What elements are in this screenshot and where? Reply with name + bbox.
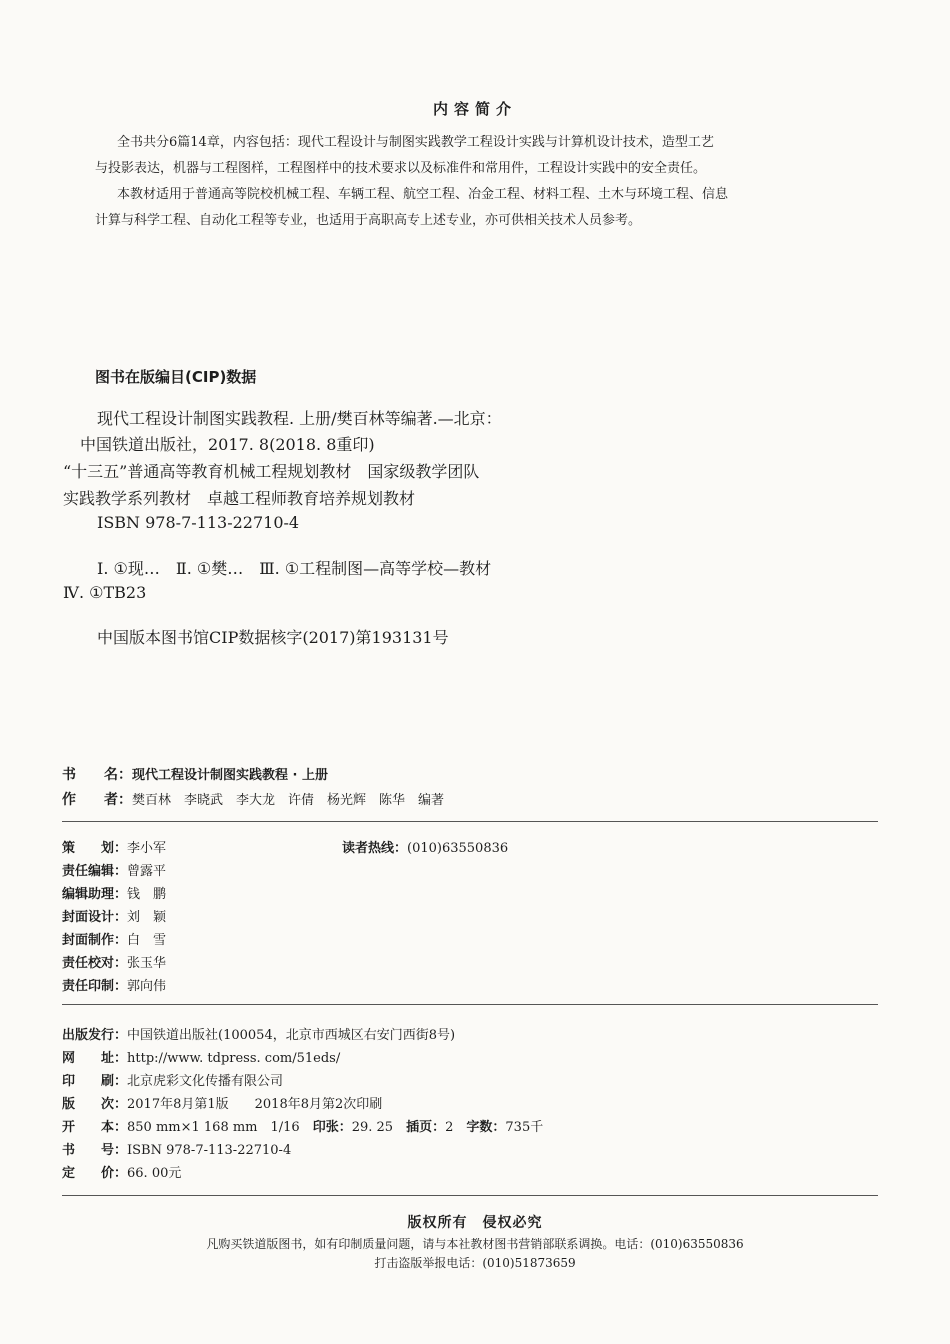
cover-design-label: 封面设计： (62, 910, 128, 925)
cip-classification-2: Ⅳ. ①TB23 (63, 583, 147, 602)
cip-isbn: ISBN 978-7-113-22710-4 (97, 513, 300, 532)
isbn-row (62, 1139, 291, 1158)
cip-heading: 图书在版编目(CIP)数据 (95, 368, 257, 386)
edition-label: 版 次： (62, 1097, 128, 1112)
quality-contact-line: 凡购买铁道版图书，如有印制质量问题，请与本社教材图书营销部联系调换。电话：(010)63550836 (206, 1237, 744, 1251)
print-supervisor-row (62, 975, 166, 994)
editor-label: 责任编辑： (62, 864, 128, 879)
proof-row (62, 952, 166, 971)
hotline-label: 读者热线： (342, 841, 408, 856)
print-supervisor-label: 责任印制： (62, 979, 128, 994)
edition-row (62, 1093, 382, 1112)
printer-row (62, 1070, 283, 1089)
hotline-value: (010)63550836 (407, 841, 509, 856)
cip-line-2: 中国铁道出版社，2017. 8(2018. 8重印) (80, 435, 375, 454)
price-row (62, 1162, 181, 1181)
price-value: 66. 00元 (127, 1166, 182, 1181)
cover-make-row (62, 929, 166, 948)
assistant-row (62, 883, 166, 902)
words-label: 字数： (466, 1120, 506, 1135)
plates-label: 插页： (406, 1120, 446, 1135)
edition-value: 2017年8月第1版 2018年8月第2次印刷 (127, 1097, 383, 1112)
divider-2 (62, 1004, 878, 1005)
sheets-label: 印张： (312, 1120, 352, 1135)
url-row (62, 1047, 340, 1066)
cip-line-1: 现代工程设计制图实践教程. 上册/樊百林等编著.—北京： (97, 409, 502, 428)
print-supervisor-value: 郭向伟 (127, 979, 167, 994)
editor-value: 曾露平 (127, 864, 167, 879)
divider-1 (62, 821, 878, 822)
assistant-value: 钱 鹏 (127, 887, 167, 902)
assistant-label: 编辑助理： (62, 887, 128, 902)
intro-paragraph-1-line-2: 与投影表达，机器与工程图样，工程图样中的技术要求以及标准件和常用件，工程设计实践中的安全责任。 (95, 161, 707, 176)
planner-value: 李小军 (127, 841, 167, 856)
sheets-value: 29. 25 (351, 1120, 407, 1135)
price-label: 定 价： (62, 1166, 128, 1181)
cip-classification-1: Ⅰ. ①现… Ⅱ. ①樊… Ⅲ. ①工程制图—高等学校—教材 (97, 559, 492, 578)
intro-paragraph-1-line-1: 全书共分6篇14章，内容包括：现代工程设计与制图实践教学工程设计实践与计算机设计技术，造型工艺 (117, 135, 714, 150)
publisher-label: 出版发行： (62, 1028, 128, 1043)
hotline-row (342, 837, 508, 856)
book-title-row (62, 764, 328, 784)
intro-title: 内容简介 (432, 100, 517, 118)
cover-make-label: 封面制作： (62, 933, 128, 948)
isbn-value: ISBN 978-7-113-22710-4 (127, 1143, 292, 1158)
planner-label: 策 划： (62, 841, 128, 856)
words-value: 735千 (505, 1120, 544, 1135)
divider-3 (62, 1195, 878, 1196)
url-value: http://www. tdpress. com/51eds/ (127, 1051, 341, 1066)
intro-paragraph-2-line-1: 本教材适用于普通高等院校机械工程、车辆工程、航空工程、冶金工程、材料工程、土木与环境工程、信息 (117, 187, 729, 202)
format-label: 开 本： (62, 1120, 128, 1135)
proof-value: 张玉华 (127, 956, 167, 971)
cip-line-3: “十三五”普通高等教育机械工程规划教材 国家级教学团队 (63, 462, 480, 481)
url-label: 网 址： (62, 1051, 128, 1066)
book-author-value: 樊百林 李晓武 李大龙 许倩 杨光辉 陈华 编著 (132, 793, 445, 808)
cover-design-value: 刘 颖 (127, 910, 167, 925)
planner-row (62, 837, 166, 856)
format-value: 850 mm×1 168 mm 1/16 (127, 1120, 313, 1135)
book-author-label: 作 者： (62, 792, 132, 808)
printer-label: 印 刷： (62, 1074, 128, 1089)
copyright-notice: 版权所有 侵权必究 (407, 1215, 543, 1231)
piracy-report-line: 打击盗版举报电话：(010)51873659 (374, 1256, 576, 1270)
book-author-row (62, 789, 444, 809)
book-title-value: 现代工程设计制图实践教程 · 上册 (132, 768, 328, 783)
publisher-row (62, 1024, 455, 1043)
proof-label: 责任校对： (62, 956, 128, 971)
cip-verification-number: 中国版本图书馆CIP数据核字(2017)第193131号 (97, 628, 449, 647)
printer-value: 北京虎彩文化传播有限公司 (127, 1074, 284, 1089)
publisher-value: 中国铁道出版社(100054，北京市西城区右安门西街8号) (127, 1028, 456, 1043)
cip-line-4: 实践教学系列教材 卓越工程师教育培养规划教材 (63, 489, 416, 508)
editor-row (62, 860, 166, 879)
plates-value: 2 (445, 1120, 467, 1135)
book-title-label: 书 名： (62, 767, 132, 783)
format-row (62, 1116, 543, 1135)
intro-paragraph-2-line-2: 计算与科学工程、自动化工程等专业，也适用于高职高专上述专业，亦可供相关技术人员参考。 (95, 213, 642, 228)
isbn-label: 书 号： (62, 1143, 128, 1158)
cover-make-value: 白 雪 (127, 933, 167, 948)
cover-design-row (62, 906, 166, 925)
